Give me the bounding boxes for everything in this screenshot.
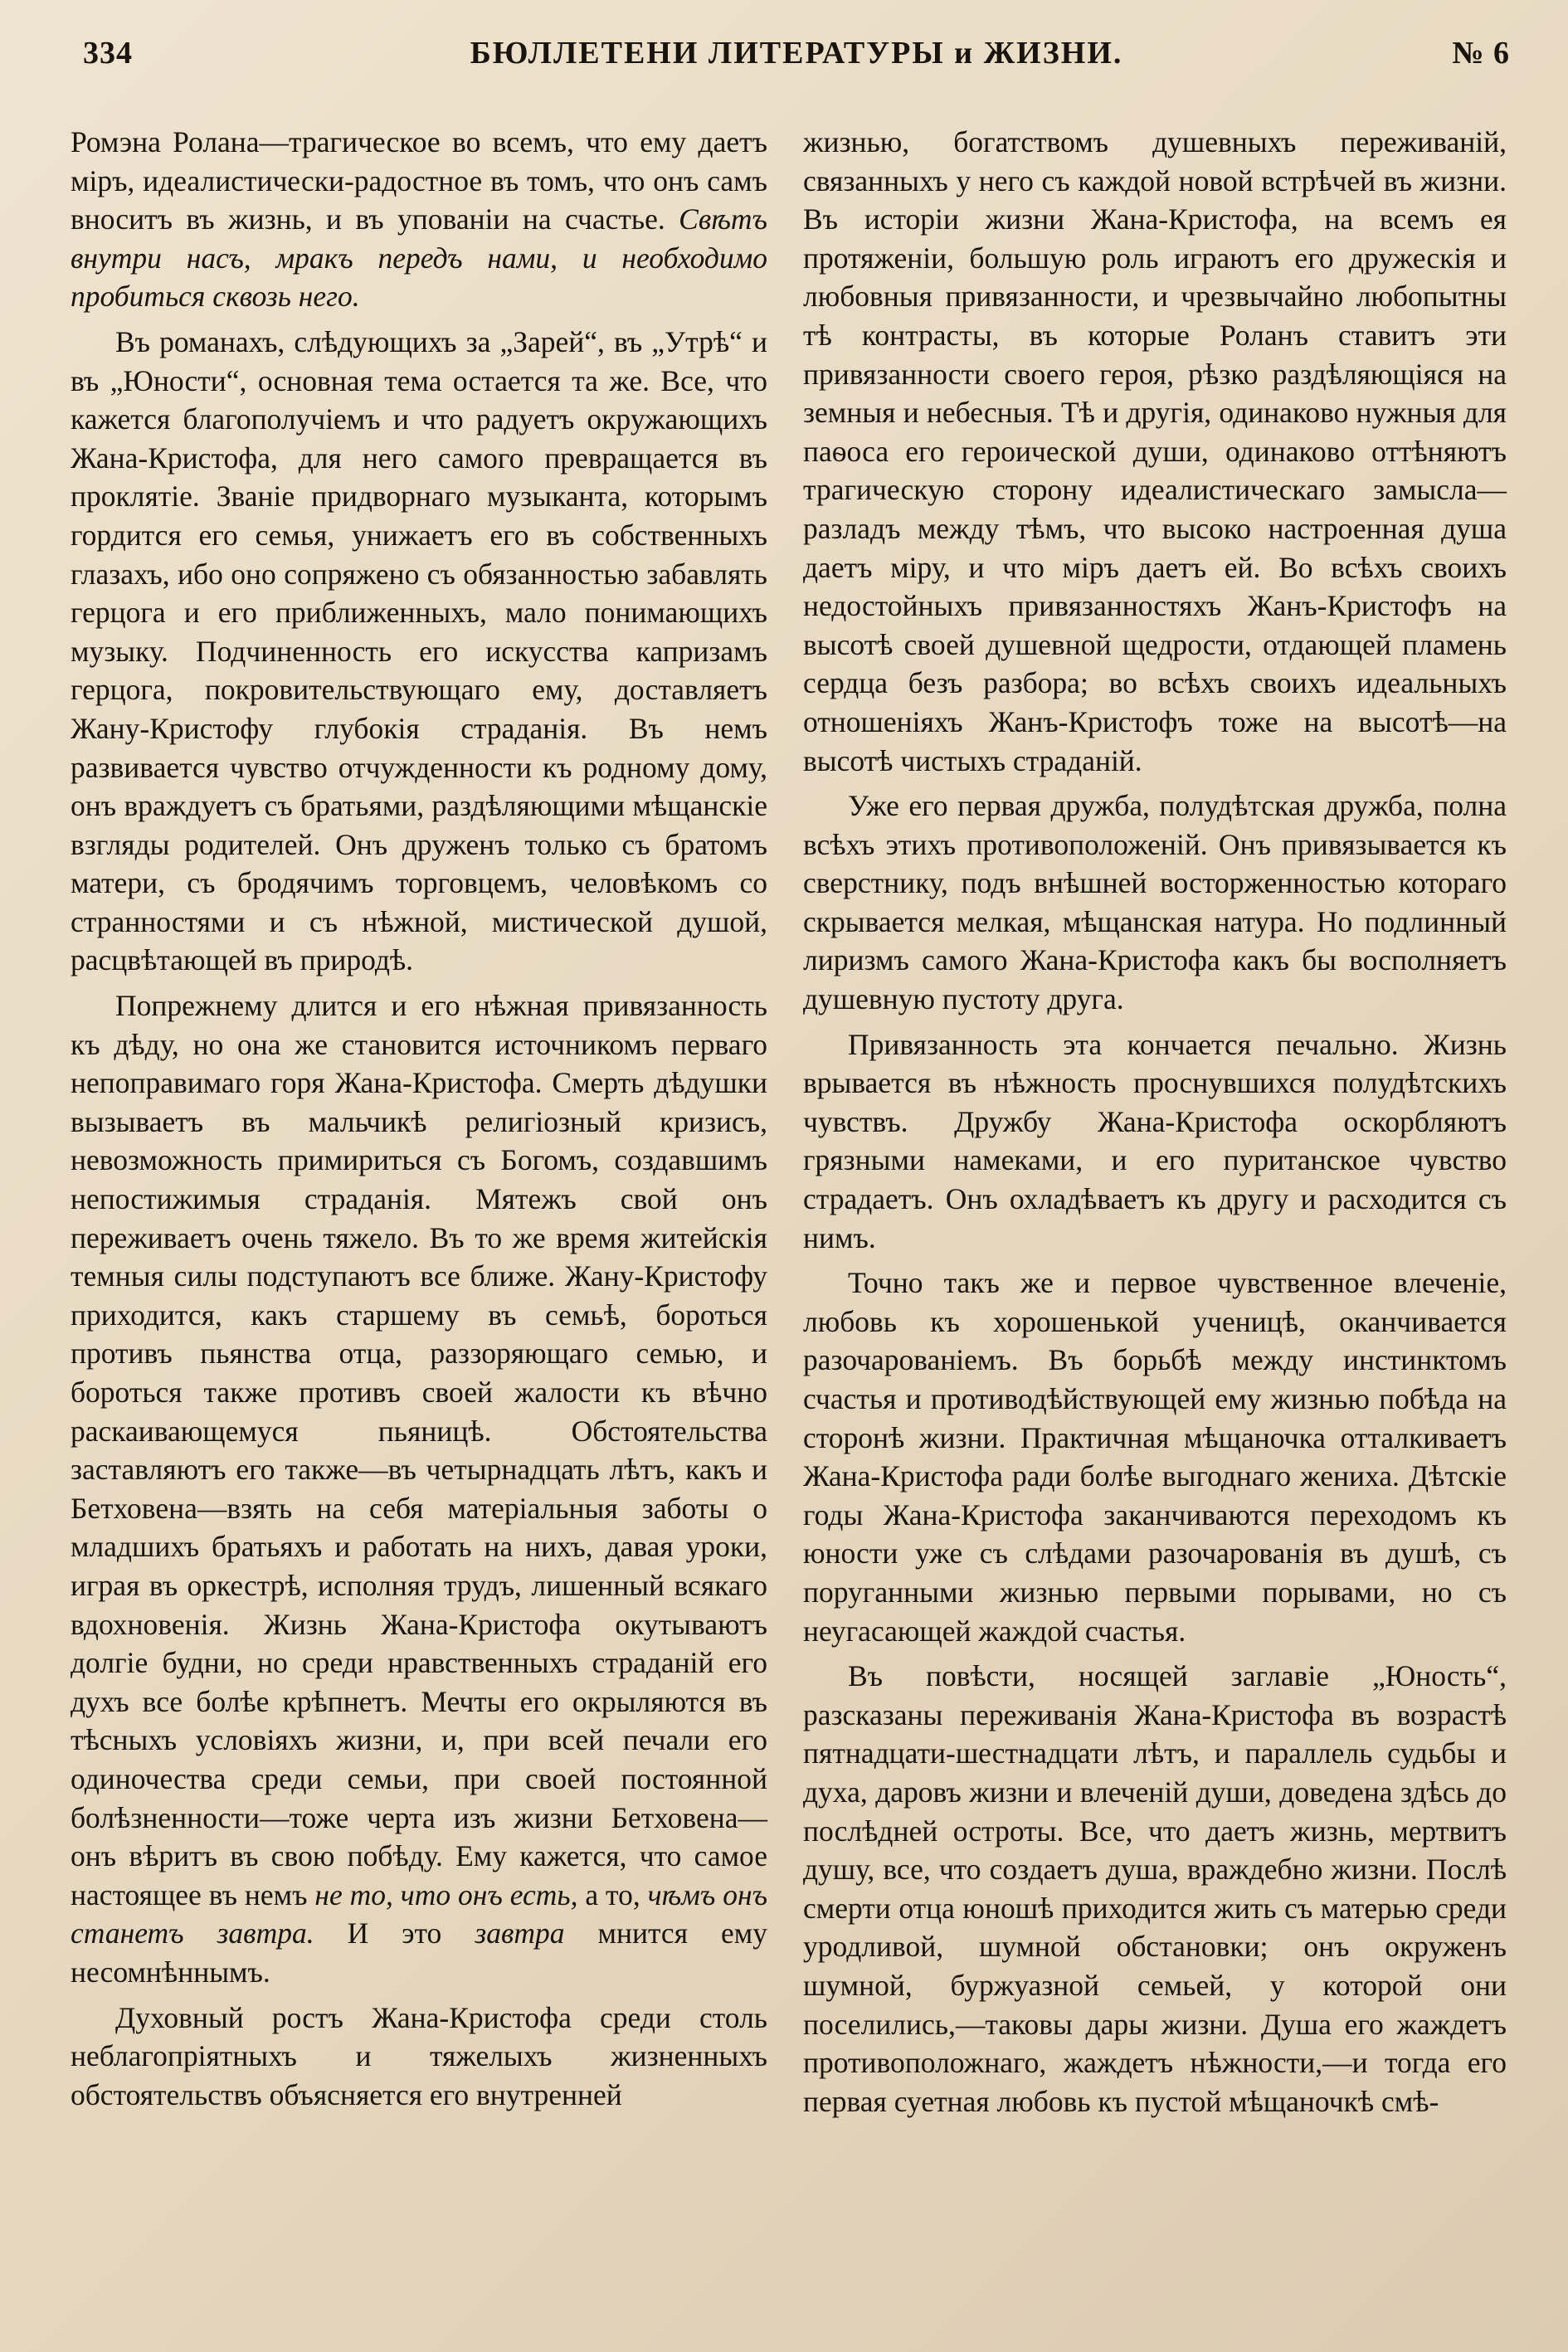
paragraph	[71, 986, 767, 1991]
text-run: И это	[314, 1916, 475, 1950]
text-run: Попрежнему длится и его нѣжная привязанность къ дѣду, но она же становится источникомъ перваго непоправимаго горя Жана-Кристофа. Смерть дѣдушки вызываетъ въ мальчикѣ религіозный кризисъ, невозможность примириться съ Богомъ, создавшимъ непостижимыя страданія. Мятежъ свой онъ переживаетъ очень тяжело. Въ то же время житейскія темныя силы подступаютъ все ближе. Жану-Кристофу приходится, какъ старшему въ семьѣ, бороться противъ пьянства отца, раззоряющаго семью, и бороться также противъ своей жалости къ вѣчно раскаивающемуся пьяницѣ. Обстоятельства заставляютъ его также—въ четырнадцать лѣтъ, какъ и Бетховена—взять на себя матеріальныя заботы о младшихъ братьяхъ и работать на нихъ, давая уроки, играя въ оркестрѣ, исполняя трудъ, лишенный всякаго вдохновенія. Жизнь Жана-Кристофа окутываютъ долгіе будни, но среди нравственныхъ страданій его духъ все болѣе крѣпнетъ. Мечты его окрыляются въ тѣсныхъ условіяхъ жизни, и, при всей печали его одиночества среди семьи, при своей постоянной болѣзненности—тоже черта изъ жизни Бетховена—онъ вѣритъ въ свою побѣду. Ему кажется, что самое настоящее въ немъ	[71, 989, 767, 1911]
paragraph: жизнью, богатствомъ душевныхъ переживаній, связанныхъ у него съ каждой новой встрѣчей въ жизни. Въ исторіи жизни Жана-Кристофа, на всемъ ея протяженіи, большую роль играютъ его дружескія и любовныя привязанности, и чрезвычайно любопытны тѣ контрасты, въ которые Роланъ ставитъ эти привязанности своего героя, рѣзко раздѣляющіяся на земныя и небесныя. Тѣ и другія, одинаково нужныя для паѳоса его героической души, одинаково оттѣняютъ трагическую сторону идеалистическаго замысла—разладъ между тѣмъ, что высоко настроенная душа даетъ міру, и что міръ даетъ ей. Во всѣхъ своихъ недостойныхъ привязанностяхъ Жанъ-Кристофъ на высотѣ своей душевной щедрости, отдающей пламень сердца безъ разбора; во всѣхъ своихъ идеальныхъ отношеніяхъ Жанъ-Кристофъ тоже на высотѣ—на высотѣ чистыхъ страданій.	[803, 125, 1507, 777]
issue-number: № 6	[1452, 36, 1510, 71]
text-run: мнится ему несомнѣннымъ.	[71, 1916, 768, 1989]
paragraph: Въ повѣсти, носящей заглавіе „Юность“, разсказаны переживанія Жана-Кристофа въ возрастѣ пятнадцати-шестнадцати лѣтъ, и параллель судьбы и духа, даровъ жизни и влеченій души, доведена здѣсь до послѣдней остроты. Все, что даетъ жизнь, мертвитъ душу, все, что создаетъ душа, враждебно жизни. Послѣ смерти отца юношѣ приходится жить съ матерью среди уродливой, шумной обстановки; онъ окруженъ шумной, буржуазной семьей, у которой они поселились,—таковы дары жизни. Душа его жаждетъ противоположнаго, жаждетъ нѣжности,—и тогда его первая суетная любовь къ пустой мѣщаночкѣ смѣ-	[803, 1659, 1507, 2118]
italic-text: не то, что онъ есть,	[314, 1877, 578, 1911]
italic-text: завтра	[475, 1916, 565, 1950]
italic-text: чѣмъ онъ станетъ завтра.	[71, 1877, 768, 1950]
page-number: 334	[83, 36, 133, 71]
paragraph: Духовный ростъ Жана-Кристофа среди столь неблагопріятныхъ и тяжелыхъ жизненныхъ обстоятельствъ объясняется его внутренней	[71, 2000, 767, 2111]
paragraph: Уже его первая дружба, полудѣтская дружба, полна всѣхъ этихъ противоположеній. Онъ привязывается къ сверстнику, подъ внѣшней восторженностью котораго скрывается мелкая, мѣщанская натура. Но подлинный лиризмъ самого Жана-Кристофа какъ бы восполняетъ душевную пустоту друга.	[803, 789, 1507, 1016]
paragraph	[71, 123, 767, 316]
journal-title: БЮЛЛЕТЕНИ ЛИТЕРАТУРЫ и ЖИЗНИ.	[470, 36, 1123, 71]
paragraph: Привязанность эта кончается печально. Жизнь врывается въ нѣжность проснувшихся полудѣтскихъ чувствъ. Дружбу Жана-Кристофа оскорбляютъ грязными намеками, и его пуританское чувство страдаетъ. Онъ охладѣваетъ къ другу и расходится съ нимъ.	[803, 1027, 1507, 1254]
italic-text: Свѣтъ внутри насъ, мракъ передъ нами, и необходимо пробиться сквозь него.	[71, 202, 767, 314]
text-run: а то,	[577, 1877, 648, 1911]
text-run: Ромэна Ролана—трагическое во всемъ, что ему даетъ міръ, идеалистически-радостное въ томъ, что онъ самъ вноситъ въ жизнь, и въ упованіи на счастье.	[71, 125, 767, 236]
paragraph: Точно такъ же и первое чувственное влеченіе, любовь къ хорошенькой ученицѣ, оканчивается разочарованіемъ. Въ борьбѣ между инстинктомъ счастья и противодѣйствующей ему жизнью побѣда на сторонѣ жизни. Практичная мѣщаночка отталкиваетъ Жана-Кристофа ради болѣе выгоднаго жениха. Дѣтскіе годы Жана-Кристофа заканчиваются переходомъ къ юности уже съ слѣдами разочарованія въ душѣ, съ поруганными жизнью первыми порывами, но съ неугасающей жаждой счастья.	[803, 1266, 1507, 1648]
right-column	[803, 123, 1507, 2330]
left-column	[71, 123, 767, 2330]
running-header	[83, 35, 1510, 85]
paragraph: Въ романахъ, слѣдующихъ за „Зарей“, въ „Утрѣ“ и въ „Юности“, основная тема остается та же. Все, что кажется благополучіемъ и что радуетъ окружающихъ Жана-Кристофа, для него самого превращается въ проклятіе. Званіе придворнаго музыканта, которымъ гордится его семья, унижаетъ его въ собственныхъ глазахъ, ибо оно сопряжено съ обязанностью забавлять герцога и его приближенныхъ, мало понимающихъ музыку. Подчиненность его искусства капризамъ герцога, покровительствующаго ему, доставляетъ Жану-Кристофу глубокія страданія. Въ немъ развивается чувство отчужденности къ родному дому, онъ враждуетъ съ братьями, раздѣляющими мѣщанскіе взгляды родителей. Онъ друженъ только съ братомъ матери, съ бродячимъ торговцемъ, человѣкомъ со странностями и съ нѣжной, мистической душой, расцвѣтающей въ природѣ.	[71, 324, 767, 977]
